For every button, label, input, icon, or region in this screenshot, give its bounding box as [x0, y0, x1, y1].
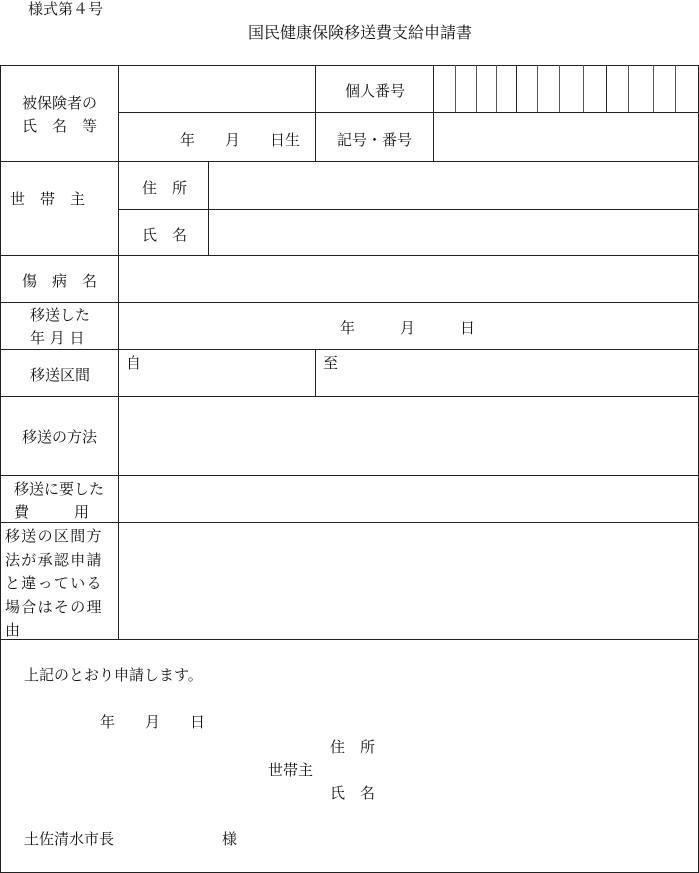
illness-label: 傷 病 名 — [22, 272, 98, 290]
birth-date-label: 年 月 日生 — [180, 131, 301, 149]
transfer-cost-label: 移送に要した — [14, 480, 105, 498]
from-label: 自 — [126, 354, 142, 372]
different-route-reason-label: 移送の区間方法が承認申請と違っている場合はその理由 — [5, 527, 103, 639]
declaration-statement: 上記のとおり申請します。 — [24, 666, 203, 684]
householder-name-label: 氏 名 — [142, 226, 188, 244]
transfer-date-label-line2: 年 月 日 — [30, 329, 85, 347]
applicant-householder-label: 世帯主 — [268, 761, 314, 779]
applicant-address-label: 住 所 — [330, 738, 376, 756]
symbol-number-label: 記号・番号 — [337, 131, 413, 149]
transfer-cost-label-line2: 費 用 — [14, 503, 90, 521]
householder-address-label: 住 所 — [142, 179, 188, 197]
to-label: 至 — [323, 354, 339, 372]
transfer-date-label: 移送した — [30, 306, 91, 324]
honorific: 様 — [222, 830, 238, 848]
transfer-method-label: 移送の方法 — [22, 428, 98, 446]
application-date: 年 月 日 — [100, 713, 206, 731]
form-number: 様式第４号 — [28, 0, 104, 18]
form-title: 国民健康保険移送費支給申請書 — [248, 23, 473, 42]
personal-number-label: 個人番号 — [345, 82, 406, 100]
applicant-name-label: 氏 名 — [330, 784, 376, 802]
addressee: 土佐清水市長 — [24, 830, 115, 848]
transfer-section-label: 移送区間 — [30, 366, 91, 384]
householder-label: 世 帯 主 — [10, 190, 86, 208]
transfer-date-value: 年 月 日 — [340, 319, 476, 337]
insured-label: 被保険者の — [22, 94, 98, 112]
insured-label-line2: 氏 名 等 — [22, 117, 98, 135]
